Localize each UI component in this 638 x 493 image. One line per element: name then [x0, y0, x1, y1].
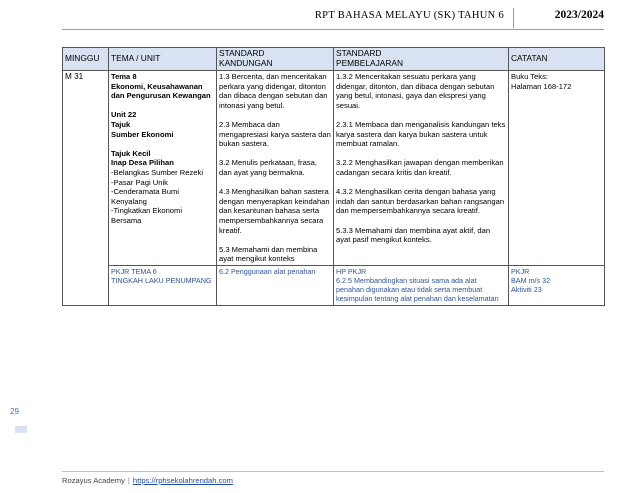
tema-label: Tema 8	[111, 72, 137, 81]
footer-brand: Rozayus Academy	[62, 476, 125, 485]
kandungan-item: 5.3 Memahami dan membina ayat mengikut konteks	[219, 244, 318, 264]
tema-unit-cell	[109, 71, 217, 266]
page-header	[62, 8, 604, 30]
pembelajaran-item: 5.3.3 Memahami dan membina ayat aktif, dan ayat pasif mengikut konteks.	[336, 225, 491, 245]
subtopic-list: -Belangkas Sumber Rezeki -Pasar Pagi Unik -Cenderamata Bumi Kenyalang -Tingkatkan Ekonomi Bersama	[111, 167, 204, 225]
footer-separator: |	[127, 476, 130, 485]
document-title: RPT BAHASA MELAYU (SK) TAHUN 6	[314, 10, 504, 21]
kandungan-cell	[217, 71, 334, 266]
pembelajaran-item: 2.3.1 Membaca dan menganalisis kandungan teks karya sastera dan karya bukan sastera untuk membuat ramalan.	[336, 119, 506, 149]
pkjr-pembelajaran-cell	[334, 265, 509, 305]
academic-year: 2023/2024	[554, 9, 604, 21]
col-catatan: CATATAN	[509, 48, 605, 71]
page-tab-marker	[15, 426, 27, 433]
pembelajaran-cell	[334, 71, 509, 266]
page-footer	[62, 476, 233, 485]
unit-label: Unit 22	[111, 110, 137, 120]
unit-prefix: Tajuk	[111, 119, 131, 129]
pkjr-kandungan-cell	[217, 265, 334, 305]
pkjr-kandungan: 6.2 Penggunaan alat penahan	[219, 266, 316, 276]
tajuk-kecil-name: Inap Desa Pilihan	[111, 158, 174, 168]
table-row	[63, 71, 605, 266]
catatan-text: Buku Teks: Halaman 168-172	[511, 72, 572, 91]
kandungan-item: 2.3 Membaca dan mengapresiasi karya sastera dan bukan sastera.	[219, 119, 331, 149]
pkjr-tema: PKJR TEMA 6 TINGKAH LAKU PENUMPANG	[111, 266, 212, 286]
pembelajaran-item: 4.3.2 Menghasilkan cerita dengan bahasa yang indah dan santun berdasarkan bahan rangsangan dan mempersembahkannya secara kreatif.	[336, 187, 505, 216]
footer-rule	[62, 471, 604, 472]
pembelajaran-item: 3.2.2 Menghasilkan jawapan dengan memberikan cadangan secara kritis dan kreatif.	[336, 158, 504, 177]
page-number: 29	[10, 407, 19, 416]
col-standard-pembelajaran: STANDARD PEMBELAJARAN	[334, 48, 509, 71]
pkjr-pembelajaran: HP PKJR 6.2.5 Membandingkan situasi sama ada alat penahan digunakan atau tidak serta membuat kesimpulan tentang alat penahan dan keselamatan	[336, 266, 499, 304]
pkjr-catatan: PKJR BAM m/s 32 Aktiviti 23	[511, 266, 551, 295]
pembelajaran-item: 1.3.2 Menceritakan sesuatu perkara yang didengar, ditonton, dan dibaca dengan sebutan yang betul, intonasi, gaya dan ekspresi yang sesuai.	[336, 72, 495, 110]
col-standard-kandungan: STANDARD KANDUNGAN	[217, 48, 334, 71]
header-divider	[513, 8, 514, 28]
footer-website-link[interactable]: https://rphsekolahrendah.com	[132, 476, 233, 485]
kandungan-item: 1.3 Bercerita, dan menceritakan perkara yang didengar, ditonton dan dibaca dengan sebutan dan intonasi yang betul.	[219, 72, 328, 110]
col-minggu: MINGGU	[63, 48, 109, 71]
pkjr-catatan-cell	[509, 265, 605, 305]
tema-name: Ekonomi, Keusahawanan dan Pengurusan Kewangan	[111, 81, 211, 101]
unit-name: Sumber Ekonomi	[111, 129, 174, 139]
table-row-pkjr	[63, 265, 605, 305]
table-header-row	[63, 48, 605, 71]
rpt-table	[62, 47, 605, 306]
kandungan-item: 3.2 Menulis perkataan, frasa, dan ayat yang bermakna.	[219, 158, 317, 177]
week-cell: M 31	[63, 71, 109, 306]
tajuk-kecil-prefix: Tajuk Kecil	[111, 148, 151, 158]
catatan-cell	[509, 71, 605, 266]
kandungan-item: 4.3 Menghasilkan bahan sastera dengan menyerapkan keindahan dan kesantunan bahasa serta mempersembahkannya secara kreatif.	[219, 187, 330, 235]
header-rule	[62, 29, 604, 30]
col-tema-unit: TEMA / UNIT	[109, 48, 217, 71]
pkjr-tema-cell	[109, 265, 217, 305]
